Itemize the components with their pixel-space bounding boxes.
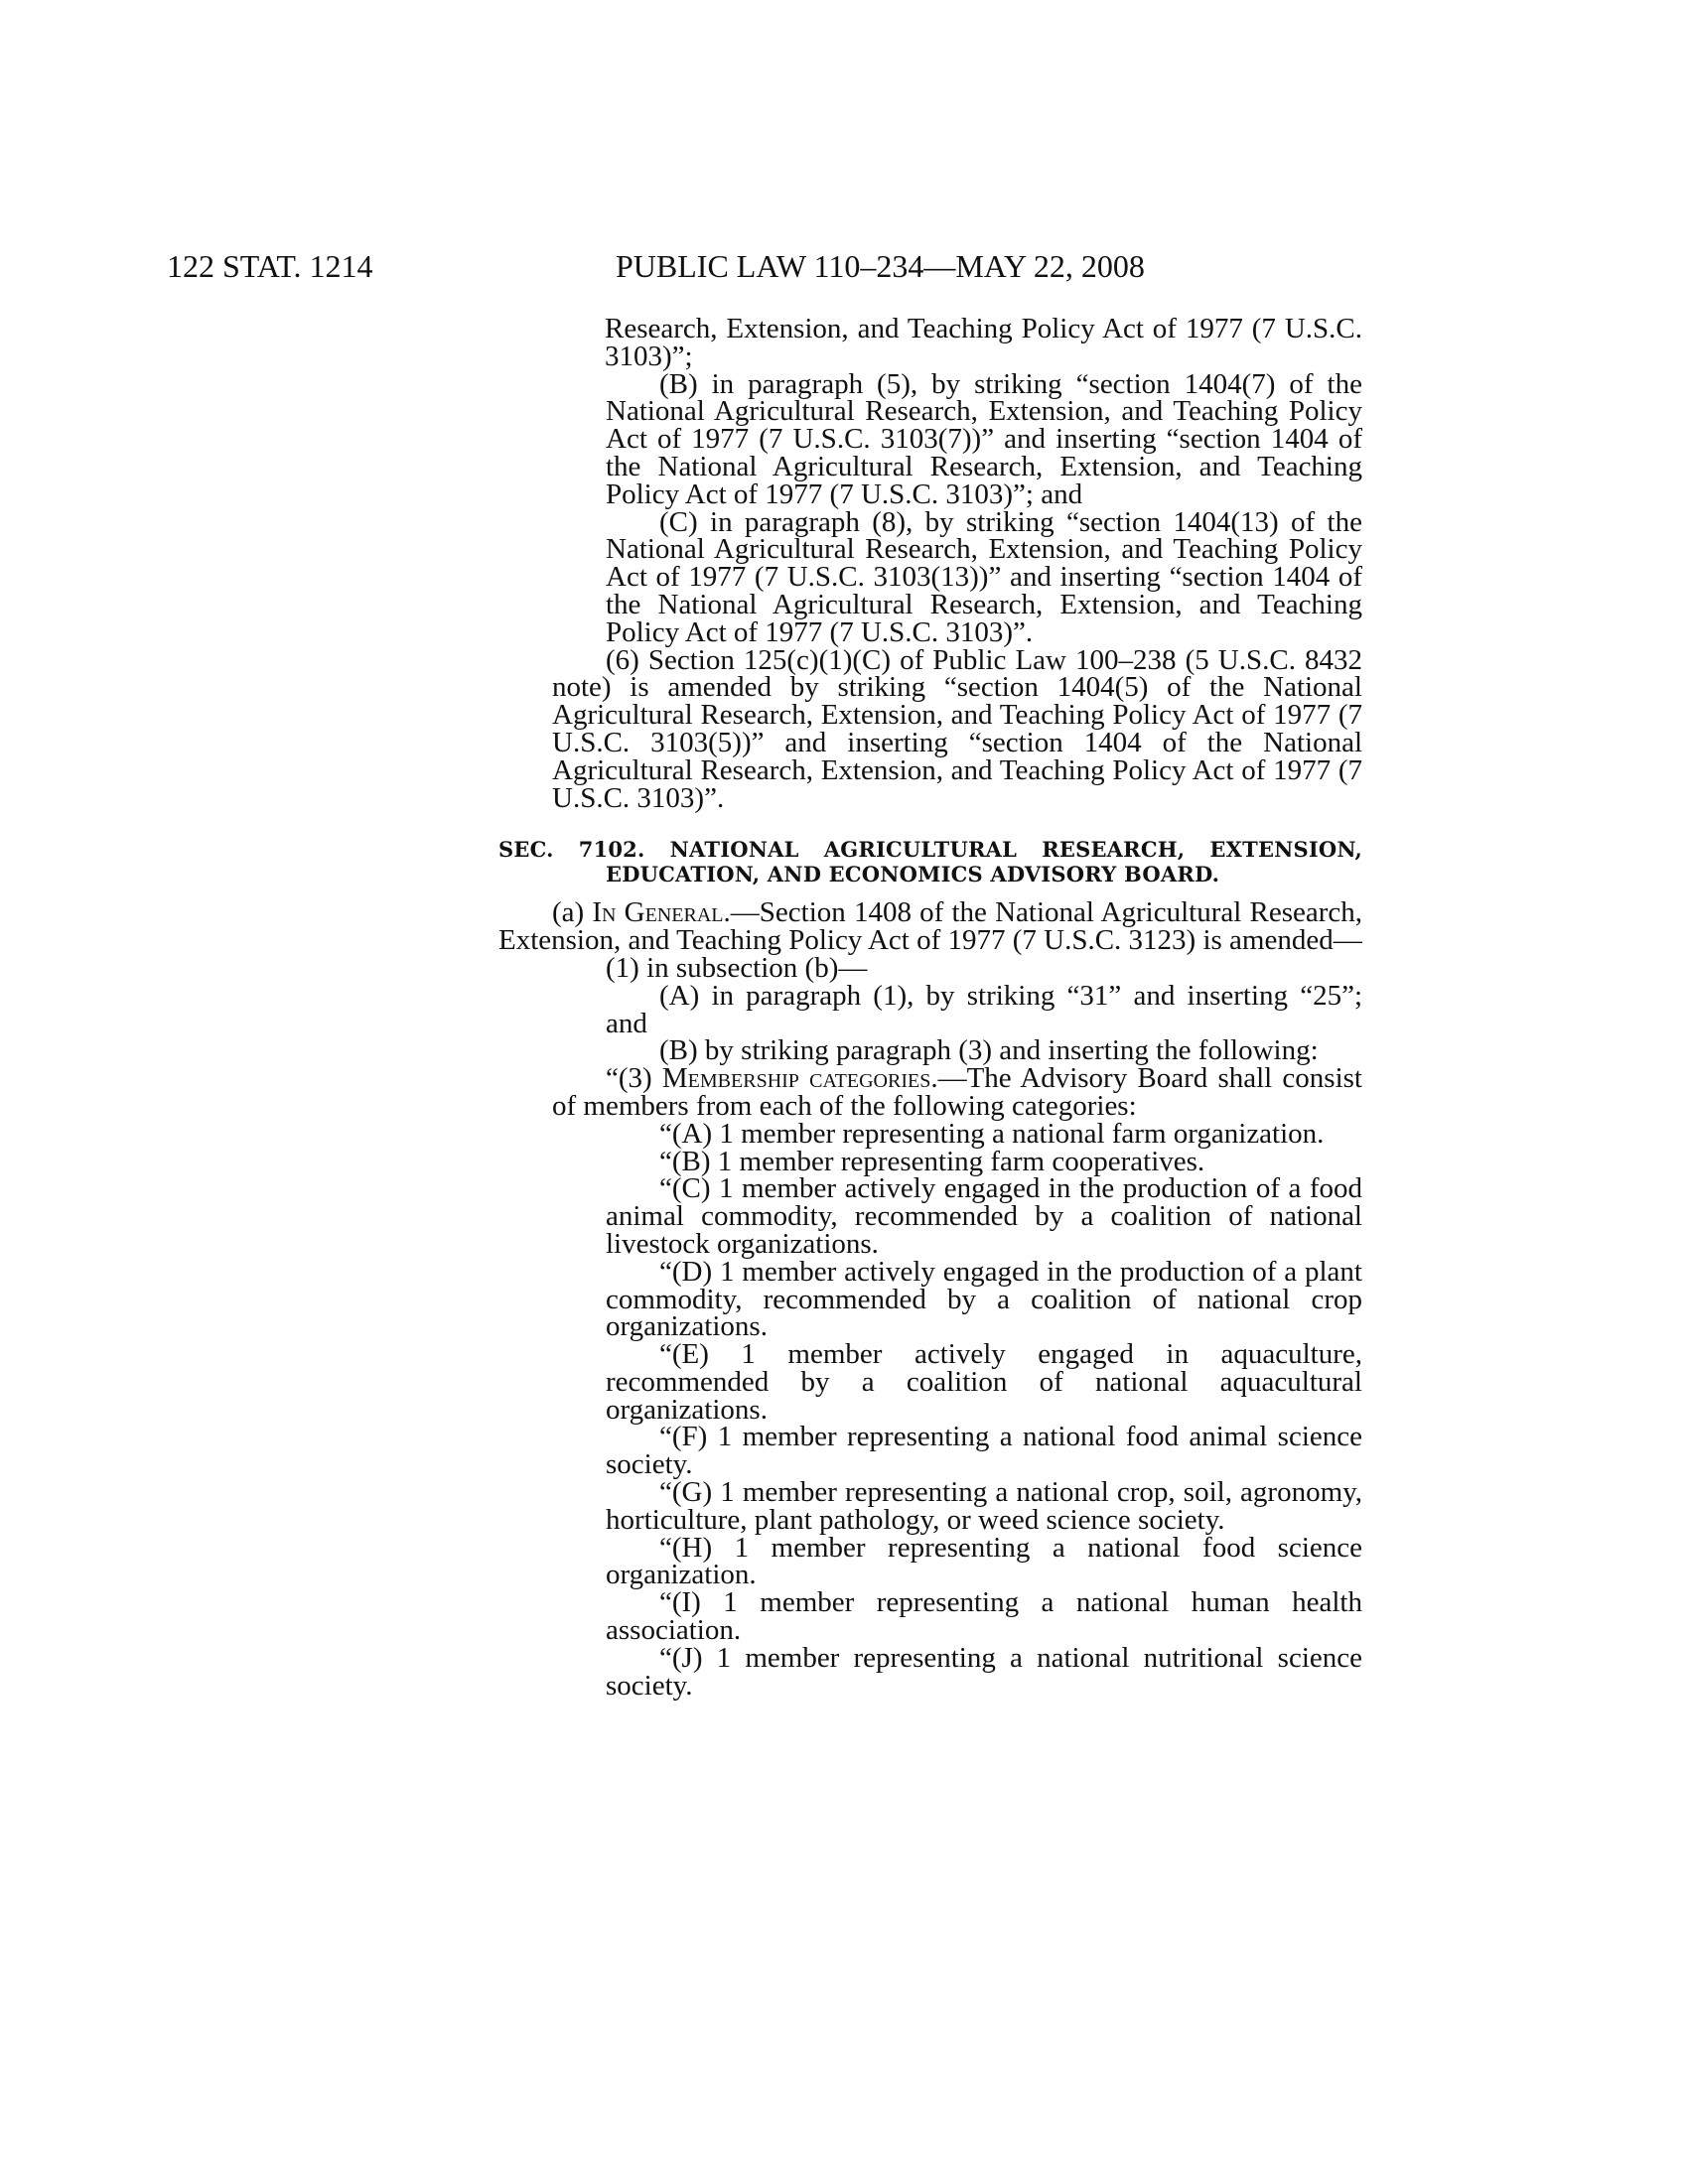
paragraph-1: (1) in subsection (b)— bbox=[606, 951, 868, 984]
membership-categories bbox=[552, 1062, 1362, 1122]
subsection-a-text: .—Section 1408 of the National Agricultural Research, Extension, and Teaching Policy Act of 1977 (7 U.S.C. 3123) is amended— bbox=[498, 896, 1363, 957]
subparagraph-c: (C) in paragraph (8), by striking “section 1404(13) of the National Agricultural Research, Extension, and Teaching Policy Act of 1977 (7 U.S.C. 3103(13))” and inserting “section 1404 of the National Agricultural Research, Extension, and Teaching Policy Act of 1977 (7 U.S.C. 3103)”. bbox=[606, 505, 1362, 648]
section-heading: SEC. 7102. NATIONAL AGRICULTURAL RESEARCH, EXTENSION, EDUCATION, AND ECONOMICS ADVISORY BOARD. bbox=[498, 837, 1362, 887]
subsection-a-heading: In General bbox=[592, 896, 724, 929]
category-d: “(D) 1 member actively engaged in the production of a plant commodity, recommended by a coalition of national crop organizations. bbox=[606, 1255, 1362, 1343]
category-f: “(F) 1 member representing a national food animal science society. bbox=[606, 1421, 1362, 1481]
paragraph-6: (6) Section 125(c)(1)(C) of Public Law 100–238 (5 U.S.C. 8432 note) is amended by striking “section 1404(5) of the National Agricultural Research, Extension, and Teaching Policy Act of 1977 (7 U.S.C. 3103(5))” and inserting “section 1404 of the National Agricultural Research, Extension, and Teaching Policy Act of 1977 (7 U.S.C. 3103)”. bbox=[552, 643, 1362, 814]
membership-categories-heading: Membership categories bbox=[661, 1062, 931, 1095]
subsection-a-prefix: (a) bbox=[552, 896, 593, 929]
subsection-a bbox=[498, 896, 1363, 957]
category-j: “(J) 1 member representing a national nutritional science society. bbox=[606, 1641, 1362, 1702]
category-e: “(E) 1 member actively engaged in aquaculture, recommended by a coalition of national aquacultural organizations. bbox=[606, 1338, 1362, 1426]
public-law-running-header: PUBLIC LAW 110–234—MAY 22, 2008 bbox=[616, 248, 1145, 284]
category-a: “(A) 1 member representing a national farm organization. bbox=[659, 1117, 1325, 1150]
subparagraph-b-striking: (B) by striking paragraph (3) and inserting the following: bbox=[659, 1034, 1319, 1067]
statute-page-reference: 122 STAT. 1214 bbox=[167, 248, 373, 284]
category-c: “(C) 1 member actively engaged in the production of a food animal commodity, recommended by a coalition of national livestock organizations. bbox=[606, 1172, 1362, 1260]
membership-categories-prefix: “(3) bbox=[606, 1062, 662, 1095]
category-b: “(B) 1 member representing farm cooperatives. bbox=[659, 1145, 1205, 1177]
category-h: “(H) 1 member representing a national food science organization. bbox=[606, 1531, 1362, 1591]
subparagraph-b: (B) in paragraph (5), by striking “section 1404(7) of the National Agricultural Research, Extension, and Teaching Policy Act of 1977 (7 U.S.C. 3103(7))” and inserting “section 1404 of the National Agricultural Research, Extension, and Teaching Policy Act of 1977 (7 U.S.C. 3103)”; and bbox=[606, 367, 1362, 510]
document-body bbox=[498, 313, 1363, 1702]
paragraph-continuation: Research, Extension, and Teaching Policy Act of 1977 (7 U.S.C. 3103)”; bbox=[605, 313, 1362, 372]
subparagraph-a: (A) in paragraph (1), by striking “31” and inserting “25”; and bbox=[606, 979, 1362, 1039]
membership-categories-text: .—The Advisory Board shall consist of members from each of the following categories: bbox=[552, 1062, 1362, 1122]
page-header bbox=[0, 246, 1688, 286]
category-i: “(I) 1 member representing a national human health association. bbox=[606, 1586, 1362, 1647]
category-g: “(G) 1 member representing a national crop, soil, agronomy, horticulture, plant pathology, or weed science society. bbox=[606, 1476, 1362, 1536]
